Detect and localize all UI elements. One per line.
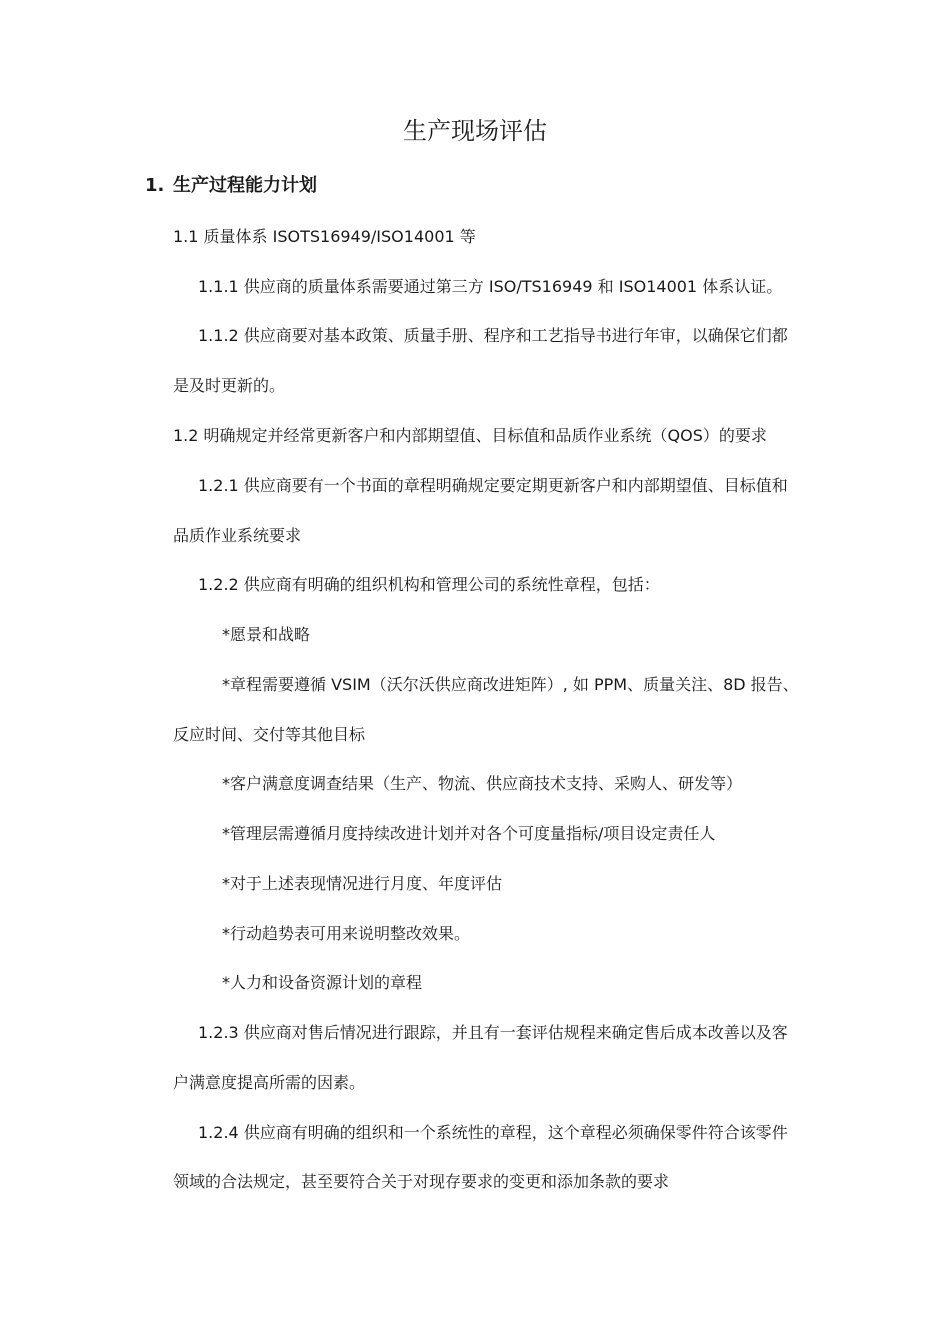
section-heading <box>145 175 317 197</box>
list-item: *客户满意度调查结果（生产、物流、供应商技术支持、采购人、研发等） <box>222 774 743 793</box>
page-title: 生产现场评估 <box>403 117 547 145</box>
paragraph-1-2-3-cont: 户满意度提高所需的因素。 <box>173 1073 366 1092</box>
list-item: *章程需要遵循 VSIM（沃尔沃供应商改进矩阵）, 如 PPM、质量关注、8D 报告、 <box>222 675 799 694</box>
paragraph-1-1-2-cont: 是及时更新的。 <box>173 376 286 395</box>
list-item: *管理层需遵循月度持续改进计划并对各个可度量指标/项目设定责任人 <box>222 824 716 843</box>
list-item-cont: 反应时间、交付等其他目标 <box>173 725 366 744</box>
list-item: *人力和设备资源计划的章程 <box>222 973 423 992</box>
list-item: *对于上述表现情况进行月度、年度评估 <box>222 874 503 893</box>
paragraph-1-1-2: 1.1.2 供应商要对基本政策、质量手册、程序和工艺指导书进行年审，以确保它们都 <box>198 326 788 345</box>
paragraph-1-2-1: 1.2.1 供应商要有一个书面的章程明确规定要定期更新客户和内部期望值、目标值和 <box>198 476 788 495</box>
subsection-1-1: 1.1 质量体系 ISOTS16949/ISO14001 等 <box>173 227 476 246</box>
list-item: *行动趋势表可用来说明整改效果。 <box>222 924 471 943</box>
paragraph-1-1-1: 1.1.1 供应商的质量体系需要通过第三方 ISO/TS16949 和 ISO14001 体系认证。 <box>198 277 783 296</box>
subsection-1-2: 1.2 明确规定并经常更新客户和内部期望值、目标值和品质作业系统（QOS）的要求 <box>173 426 767 445</box>
paragraph-1-2-4-cont: 领域的合法规定，甚至要符合关于对现存要求的变更和添加条款的要求 <box>173 1172 670 1191</box>
paragraph-1-2-2: 1.2.2 供应商有明确的组织机构和管理公司的系统性章程，包括： <box>198 575 660 594</box>
section-heading-text: 生产过程能力计划 <box>173 175 317 196</box>
paragraph-1-2-4: 1.2.4 供应商有明确的组织和一个系统性的章程，这个章程必须确保零件符合该零件 <box>198 1123 788 1142</box>
section-number: 1. <box>145 175 165 196</box>
list-item: *愿景和战略 <box>222 625 311 644</box>
paragraph-1-2-1-cont: 品质作业系统要求 <box>173 526 302 545</box>
paragraph-1-2-3: 1.2.3 供应商对售后情况进行跟踪，并且有一套评估规程来确定售后成本改善以及客 <box>198 1023 788 1042</box>
